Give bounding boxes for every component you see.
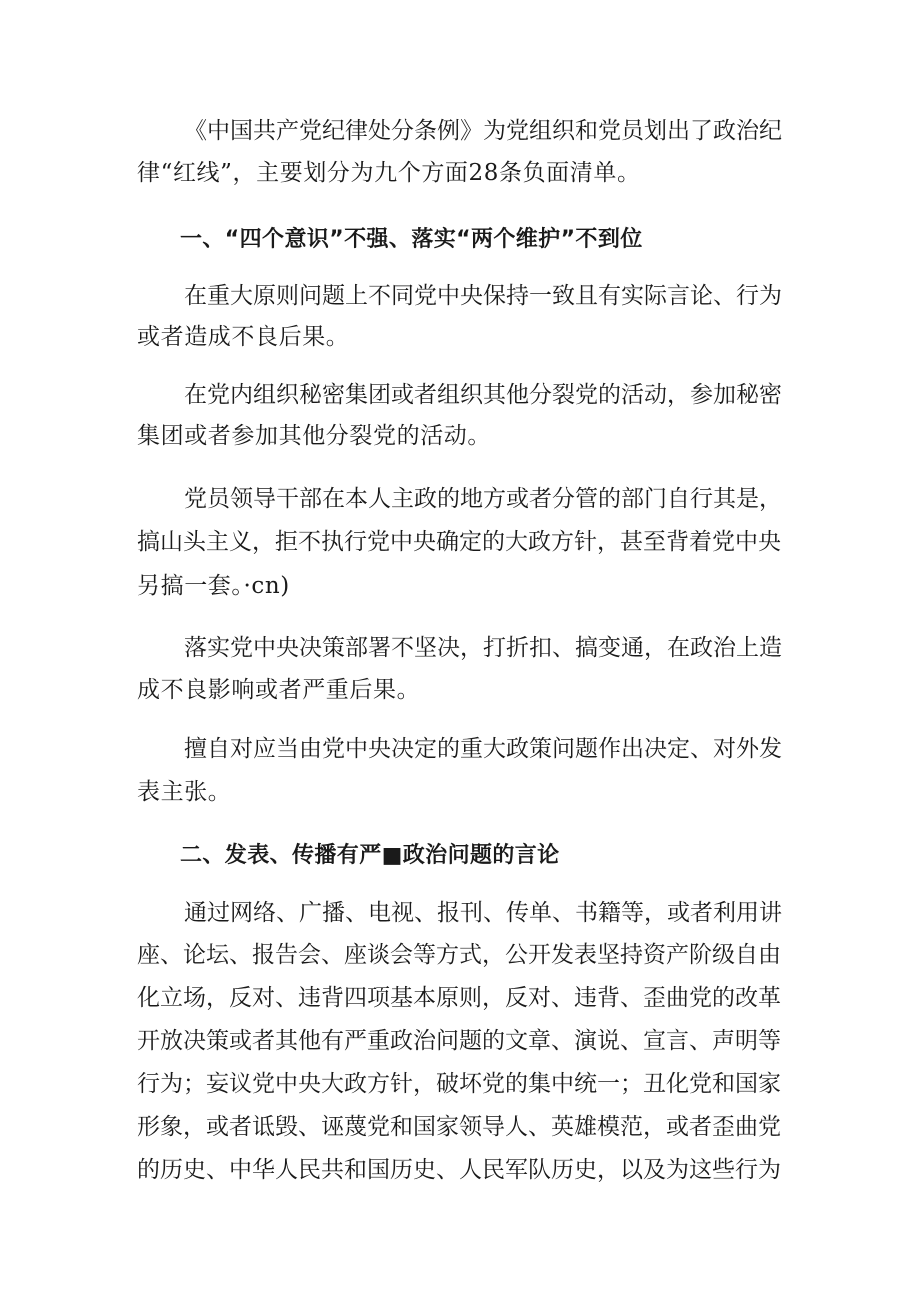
s1-p1-line-1: 在重大原则问题上不同党中央保持一致且有实际言论、行为: [184, 283, 782, 309]
section-1-heading: 一、“四个意识”不强、落实“两个维护”不到位: [180, 227, 643, 252]
section-2-heading: 二、发表、传播有严■政治问题的言论: [180, 843, 560, 868]
s2-p1-line-3: 化立场，反对、违背四项基本原则，反对、违背、歪曲党的改革: [137, 985, 781, 1011]
s1-p3-line-2: 搞山头主义，拒不执行党中央确定的大政方针，甚至背着党中央: [137, 529, 781, 555]
s2-p1-line-7: 的历史、中华人民共和国历史、人民军队历史，以及为这些行为: [137, 1157, 781, 1183]
s2-p1-line-1: 通过网络、广播、电视、报刊、传单、书籍等，或者利用讲: [184, 900, 782, 926]
s1-p3-line-1: 党员领导干部在本人主政的地方或者分管的部门自行其是，: [184, 486, 782, 512]
intro-line-1: 《中国共产党纪律处分条例》为党组织和党员划出了政治纪: [184, 118, 782, 144]
s1-p3-line-3: 另搞一套。·cn): [137, 573, 290, 599]
s1-p1-line-2: 或者造成不良后果。: [137, 324, 350, 350]
s2-p1-line-4: 开放决策或者其他有严重政治问题的文章、演说、宣言、声明等: [137, 1028, 781, 1054]
s1-p2-line-2: 集团或者参加其他分裂党的活动。: [137, 423, 491, 449]
intro-line-2: 律“红线”，主要划分为九个方面28条负面清单。: [137, 160, 641, 186]
s1-p4-line-1: 落实党中央决策部署不坚决，打折扣、搞变通，在政治上造: [184, 635, 782, 661]
s2-p1-line-2: 座、论坛、报告会、座谈会等方式，公开发表坚持资产阶级自由: [137, 942, 781, 968]
s1-p5-line-1: 擅自对应当由党中央决定的重大政策问题作出决定、对外发: [184, 736, 782, 762]
s2-p1-line-5: 行为；妄议党中央大政方针，破坏党的集中统一；丑化党和国家: [137, 1071, 781, 1097]
s1-p5-line-2: 表主张。: [137, 779, 232, 805]
s2-p1-line-6: 形象，或者诋毁、诬蔑党和国家领导人、英雄模范，或者歪曲党: [137, 1114, 781, 1140]
s1-p4-line-2: 成不良影响或者严重后果。: [137, 677, 421, 703]
s1-p2-line-1: 在党内组织秘密集团或者组织其他分裂党的活动，参加秘密: [184, 382, 782, 408]
